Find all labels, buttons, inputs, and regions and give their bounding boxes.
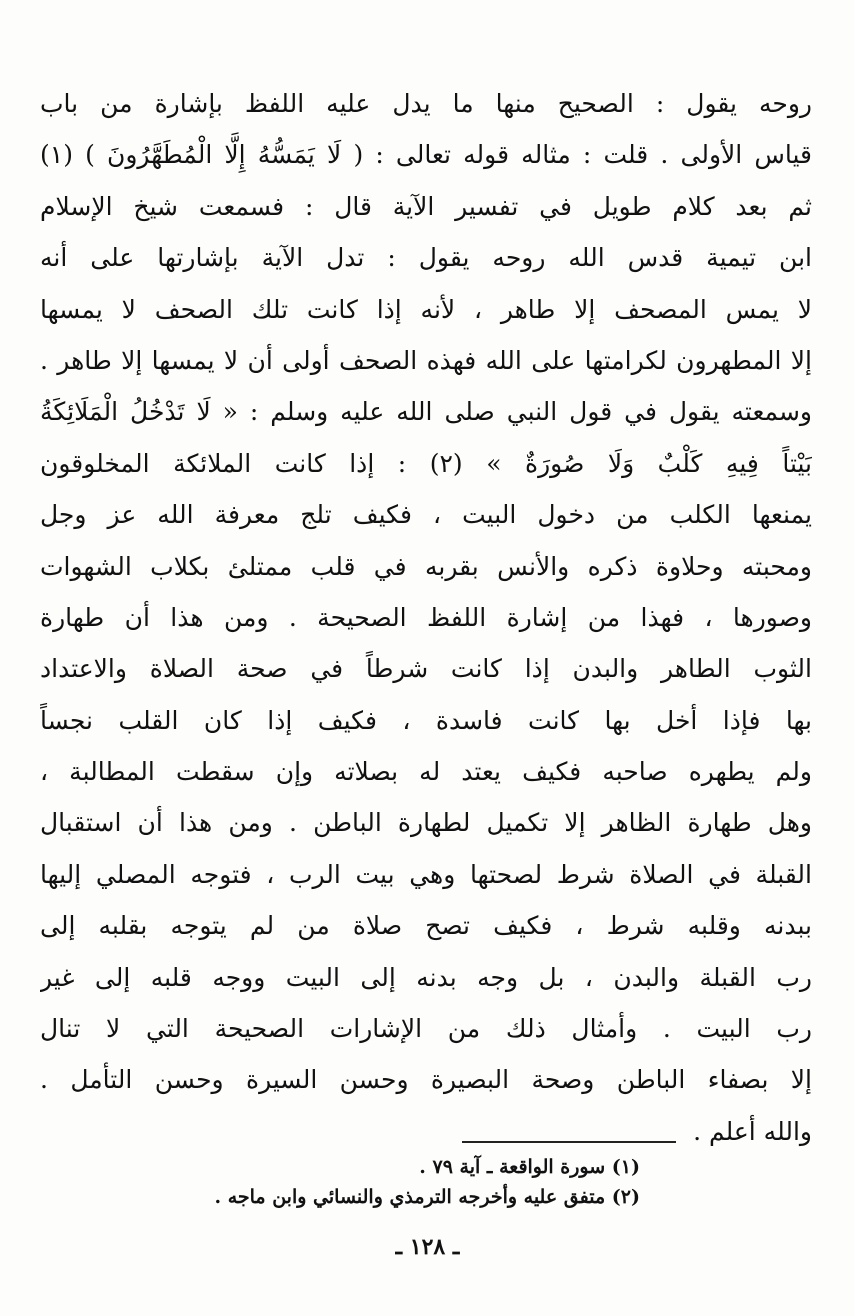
text-line: ولم يطهره صاحبه فكيف يعتد له بصلاته وإن سقطت المطالبة ، (40, 757, 812, 787)
footnote-1: (١) سورة الواقعة ـ آية ٧٩ . (419, 1156, 640, 1178)
text-line: رب البيت . وأمثال ذلك من الإشارات الصحيحة التي لا تنال (40, 1014, 812, 1044)
text-line: ابن تيمية قدس الله روحه يقول : تدل الآية بإشارتها على أنه (40, 243, 812, 273)
footnotes (120, 1152, 640, 1212)
text-line: القبلة في الصلاة شرط لصحتها وهي بيت الرب ، فتوجه المصلي إليها (40, 859, 812, 889)
text-line: يمنعها الكلب من دخول البيت ، فكيف تلج معرفة الله عز وجل (40, 500, 812, 530)
text-line: رب القبلة والبدن ، بل وجه بدنه إلى البيت ووجه قلبه إلى غير (40, 962, 812, 992)
text-line: وهل طهارة الظاهر إلا تكميل لطهارة الباطن . ومن هذا أن استقبال (40, 808, 812, 838)
text-line: وصورها ، فهذا من إشارة اللفظ الصحيحة . ومن هذا أن طهارة (40, 602, 812, 632)
text-line: بَيْتاً فِيهِ كَلْبٌ وَلَا صُورَةٌ » (٢) : إذا كانت الملائكة المخلوقون (40, 448, 812, 478)
text-line: روحه يقول : الصحيح منها ما يدل عليه اللفظ بإشارة من باب (40, 89, 812, 118)
page-number: ـ ١٢٨ ـ (395, 1234, 460, 1260)
text-line: ومحبته وحلاوة ذكره والأنس بقربه في قلب ممتلئ بكلاب الشهوات (40, 551, 812, 581)
text-line: ببدنه وقلبه شرط ، فكيف تصح صلاة من لم يتوجه بقلبه إلى (40, 911, 812, 941)
text-line: ثم بعد كلام طويل في تفسير الآية قال : فسمعت شيخ الإسلام (40, 191, 812, 221)
footnote-2: (٢) متفق عليه وأخرجه الترمذي والنسائي وابن ماجه . (214, 1186, 640, 1208)
text-line-last: والله أعلم . (693, 1116, 812, 1146)
footnote-separator (462, 1141, 676, 1143)
text-line: قياس الأولى . قلت : مثاله قوله تعالى : ( لَا يَمَسُّهُ إِلَّا الْمُطَهَّرُونَ ) (١) (40, 140, 812, 170)
text-line: وسمعته يقول في قول النبي صلى الله عليه وسلم : « لَا تَدْخُلُ الْمَلَائِكَةُ (40, 397, 812, 427)
text-line: لا يمس المصحف إلا طاهر ، لأنه إذا كانت تلك الصحف لا يمسها (40, 294, 812, 324)
main-text (40, 78, 812, 1157)
text-line: الثوب الطاهر والبدن إذا كانت شرطاً في صحة الصلاة والاعتداد (40, 654, 812, 684)
text-line: إلا المطهرون لكرامتها على الله فهذه الصحف أولى أن لا يمسها إلا طاهر . (40, 345, 812, 375)
text-line: إلا بصفاء الباطن وصحة البصيرة وحسن السيرة وحسن التأمل . (40, 1065, 812, 1095)
text-line: بها فإذا أخل بها كانت فاسدة ، فكيف إذا كان القلب نجساً (40, 705, 812, 735)
